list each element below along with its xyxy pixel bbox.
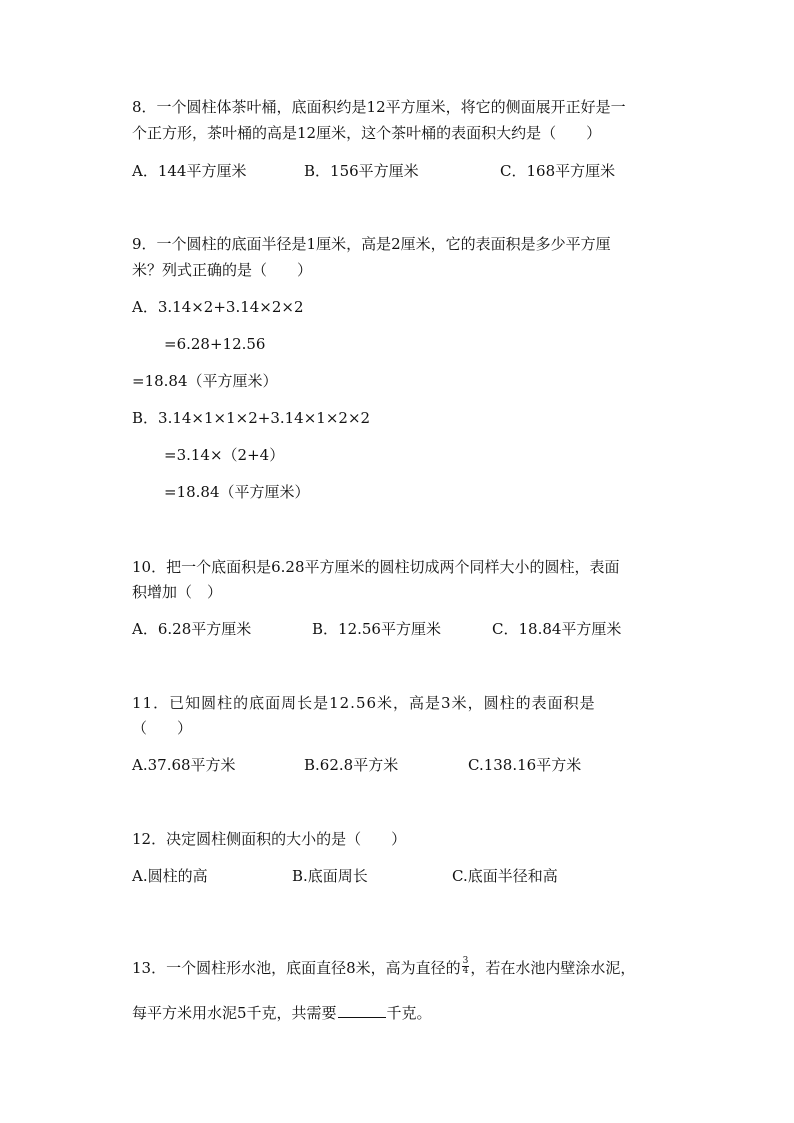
q8-text-line-1: 8．一个圆柱体茶叶桶，底面积约是12平方厘米，将它的侧面展开正好是一 bbox=[132, 98, 626, 116]
q12-option-c[interactable]: C.底面半径和高 bbox=[452, 867, 558, 885]
q13-fraction-denominator: 4 bbox=[462, 965, 469, 976]
q13-text-after-blank: 千克。 bbox=[386, 1004, 432, 1022]
q8-option-b[interactable]: B．156平方厘米 bbox=[304, 162, 419, 180]
q9-text-line-1: 9．一个圆柱的底面半径是1厘米，高是2厘米，它的表面积是多少平方厘 bbox=[132, 235, 611, 253]
q11-option-c[interactable]: C.138.16平方米 bbox=[468, 756, 582, 774]
q9-option-b-step-3: =18.84（平方厘米） bbox=[164, 483, 310, 501]
q11-option-b[interactable]: B.62.8平方米 bbox=[304, 756, 399, 774]
q11-text-line-1: 11．已知圆柱的底面周长是12.56米，高是3米，圆柱的表面积是 bbox=[132, 694, 596, 712]
q12-text-line-1: 12．决定圆柱侧面积的大小的是（ ） bbox=[132, 830, 407, 848]
q11-text-line-2: （ ） bbox=[132, 719, 193, 737]
q13-text-line-2 bbox=[132, 1003, 432, 1023]
q10-text-line-1: 10．把一个底面积是6.28平方厘米的圆柱切成两个同样大小的圆柱，表面 bbox=[132, 558, 620, 576]
q12-option-a[interactable]: A.圆柱的高 bbox=[132, 867, 208, 885]
q13-answer-blank[interactable] bbox=[338, 1003, 386, 1018]
q12-option-b[interactable]: B.底面周长 bbox=[292, 867, 368, 885]
q10-option-b[interactable]: B．12.56平方厘米 bbox=[312, 620, 441, 638]
q9-option-a[interactable]: A．3.14×2+3.14×2×2 bbox=[132, 298, 304, 316]
q8-option-c[interactable]: C．168平方厘米 bbox=[500, 162, 616, 180]
q11-option-a[interactable]: A.37.68平方米 bbox=[132, 756, 236, 774]
q10-option-c[interactable]: C．18.84平方厘米 bbox=[492, 620, 622, 638]
q9-option-b[interactable]: B．3.14×1×1×2+3.14×1×2×2 bbox=[132, 409, 371, 427]
q9-option-a-step-3: =18.84（平方厘米） bbox=[132, 372, 278, 390]
q9-text-line-2: 米？列式正确的是（ ） bbox=[132, 261, 313, 279]
q9-option-b-step-2: =3.14×（2+4） bbox=[164, 446, 285, 464]
q13-fraction bbox=[462, 957, 470, 976]
q13-fraction-numerator: 3 bbox=[462, 955, 469, 966]
q13-text-after-fraction: ，若在水池内壁涂水泥， bbox=[470, 959, 636, 977]
q10-text-line-2: 积增加（ ） bbox=[132, 583, 223, 601]
q13-text-before-blank: 每平方米用水泥5千克，共需要 bbox=[132, 1004, 337, 1022]
q13-text-line-1 bbox=[132, 955, 636, 978]
q9-option-a-step-2: =6.28+12.56 bbox=[164, 335, 266, 353]
q13-text-before-fraction: 13．一个圆柱形水池，底面直径8米，高为直径的 bbox=[132, 959, 461, 977]
q8-option-a[interactable]: A．144平方厘米 bbox=[132, 162, 247, 180]
q8-text-line-2: 个正方形，茶叶桶的高是12厘米，这个茶叶桶的表面积大约是（ ） bbox=[132, 124, 602, 142]
q10-option-a[interactable]: A．6.28平方厘米 bbox=[132, 620, 252, 638]
